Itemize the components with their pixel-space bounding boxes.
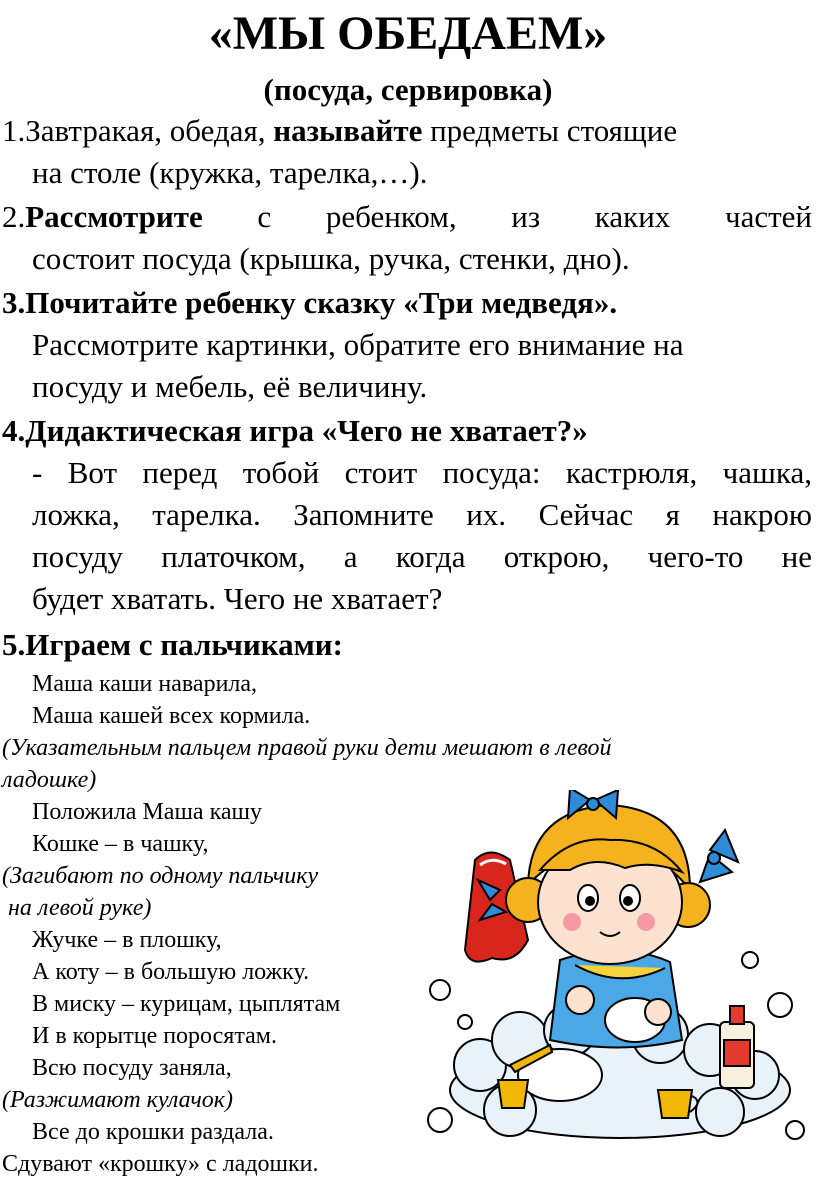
section-4-line-3: ложка, тарелка. Запомните их. Сейчас я накрою (32, 497, 812, 532)
girl-washing-dishes-illustration (420, 790, 812, 1170)
section-1-line-2: на столе (кружка, тарелка,…). (32, 155, 428, 190)
section-3-line-3: посуду и мебель, её величину. (32, 369, 428, 404)
section-1-text-a: Завтракая, обедая, (25, 113, 274, 148)
poem-line-11: Сдувают «крошку» с ладошки. (2, 1151, 319, 1177)
section-5-heading: 5.Играем с пальчиками: (2, 627, 343, 662)
poem-line-7: В миску – курицам, цыплятам (32, 991, 341, 1017)
poem-note-3: (Разжимают кулачок) (2, 1087, 234, 1113)
section-4-line-2: - Вот перед тобой стоит посуда: кастрюля, чашка, (32, 455, 812, 490)
poem-line-3: Положила Маша кашу (32, 799, 263, 825)
poem-line-2: Маша кашей всех кормила. (32, 703, 311, 729)
poem-line-8: И в корытце поросятам. (32, 1023, 277, 1049)
poem-line-4: Кошке – в чашку, (32, 831, 209, 857)
section-5 (2, 624, 812, 666)
section-4 (2, 410, 812, 620)
poem-line-5: Жучке – в плошку, (32, 927, 222, 953)
poem-note-2a: (Загибают по одному пальчику (2, 863, 319, 889)
page-subtitle: (посуда, сервировка) (263, 72, 553, 107)
section-4-heading: 4.Дидактическая игра «Чего не хватает?» (2, 413, 588, 448)
section-1-number: 1. (2, 113, 26, 148)
section-3-heading: 3.Почитайте ребенку сказку «Три медведя». (2, 285, 618, 320)
section-3-line-2: Рассмотрите картинки, обратите его внимание на (32, 327, 684, 362)
poem-note-2b: на левой руке) (2, 895, 152, 921)
section-2-text: с ребенком, из каких частей (202, 199, 812, 234)
section-2 (2, 196, 812, 280)
page-title: «МЫ ОБЕДАЕМ» (208, 7, 608, 60)
poem-note-1b: ладошке) (2, 767, 97, 793)
section-1 (2, 110, 812, 194)
poem-line-10: Все до крошки раздала. (32, 1119, 274, 1145)
poem-line-1: Маша каши наварила, (32, 671, 258, 697)
section-1-text-b: предметы стоящие (422, 113, 678, 148)
poem-line-9: Всю посуду заняла, (32, 1055, 232, 1081)
section-3 (2, 282, 812, 408)
section-2-number: 2. (2, 199, 26, 234)
section-2-bold: Рассмотрите (25, 199, 203, 234)
girl (478, 790, 738, 1048)
section-2-line-2: состоит посуда (крышка, ручка, стенки, дно). (32, 241, 630, 276)
section-1-bold: называйте (273, 113, 423, 148)
detergent-bottle (720, 1006, 754, 1088)
poem-note-1a: (Указательным пальцем правой руки дети мешают в левой (2, 735, 612, 761)
section-4-line-5: будет хватать. Чего не хватает? (32, 581, 443, 616)
section-4-line-4: посуду платочком, а когда открою, чего-то не (32, 539, 812, 574)
poem-line-6: А коту – в большую ложку. (32, 959, 310, 985)
